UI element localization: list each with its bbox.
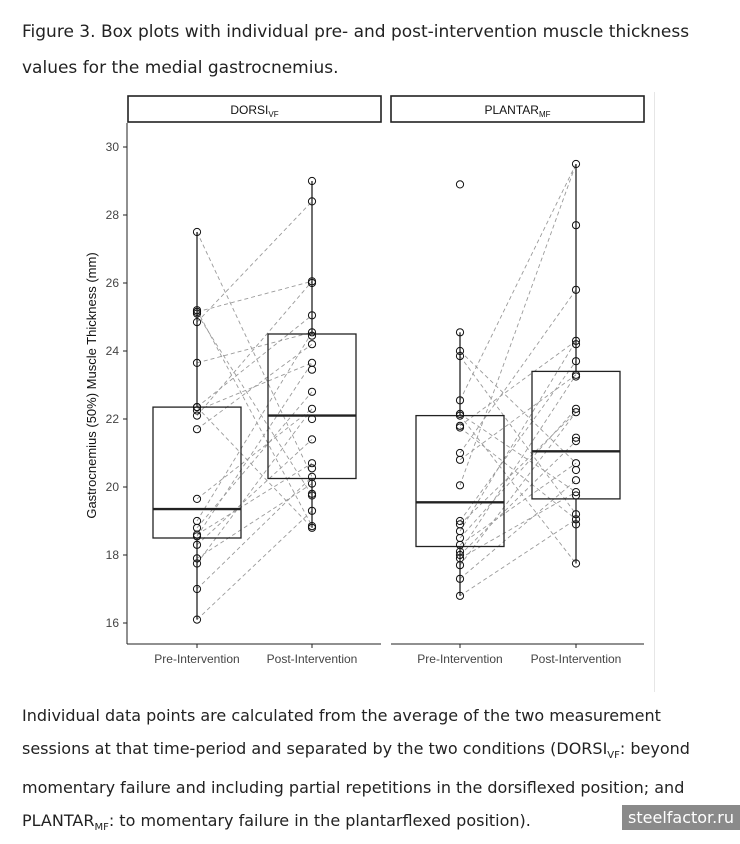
connector-line [197,409,312,564]
box-pre-intervention [153,407,241,538]
data-point [193,524,200,531]
connector-line [460,375,576,460]
connector-line [197,463,312,534]
figure-caption-bottom [22,700,722,844]
watermark-badge: steelfactor.ru [622,805,740,830]
connector-line [197,315,312,407]
connector-line [197,477,312,589]
connector-line [460,341,576,426]
x-tick-label: Pre-Intervention [154,652,240,666]
data-point [456,181,463,188]
page-divider [654,92,655,692]
connector-line [460,164,576,400]
y-tick-label: 20 [105,480,119,494]
connector-line [197,484,312,559]
y-tick-label: 26 [105,276,119,290]
data-point [572,466,579,473]
y-tick-label: 24 [105,344,119,358]
connector-line [197,201,312,322]
y-tick-label: 30 [105,140,119,154]
y-tick-label: 18 [105,548,119,562]
figure-title: Box plots with individual pre- and post-intervention muscle thickness values for the medial gastrocnemius. [22,22,690,78]
data-point [456,528,463,535]
facet-strip-label: $PLANTAR_{MF}$ [484,103,551,119]
data-point [308,366,315,373]
facet-strip-label: $DORSI_{VF}$ [230,103,279,119]
x-tick-label: Post-Intervention [266,652,358,666]
y-axis-label: Gastrocnemius (50%) Muscle Thickness (mm) [84,252,99,519]
connector-line [460,441,576,555]
connector-line [197,332,312,363]
connector-line [197,232,312,477]
connector-line [460,463,576,545]
caption-bottom-text: Individual data points are calculated from the average of the two measurement sessions at that time-period and separated by the two conditions ($DORSI_{VF}$: beyond momentary failure and including partial repetitions in the dorsiflexed position; and $PLANTAR_{MF}$: to momentary failure in the plantarflexed position). [22,706,690,833]
figure-label: Figure 3. [22,22,96,42]
connector-line [197,392,312,528]
x-tick-label: Pre-Intervention [417,652,503,666]
connector-line [460,480,576,579]
connector-line [197,281,312,312]
connector-line [460,416,576,564]
connector-line [460,414,576,492]
y-tick-label: 28 [105,208,119,222]
connector-line [460,351,576,463]
box-post-intervention [268,334,356,479]
y-tick-label: 16 [105,616,119,630]
connector-line [460,164,576,485]
y-tick-label: 22 [105,412,119,426]
connector-line [197,314,312,496]
connector-line [197,281,312,415]
connector-line [460,519,576,596]
connector-line [197,439,312,544]
connector-line [197,511,312,620]
connector-line [197,409,312,499]
x-tick-label: Post-Intervention [530,652,622,666]
